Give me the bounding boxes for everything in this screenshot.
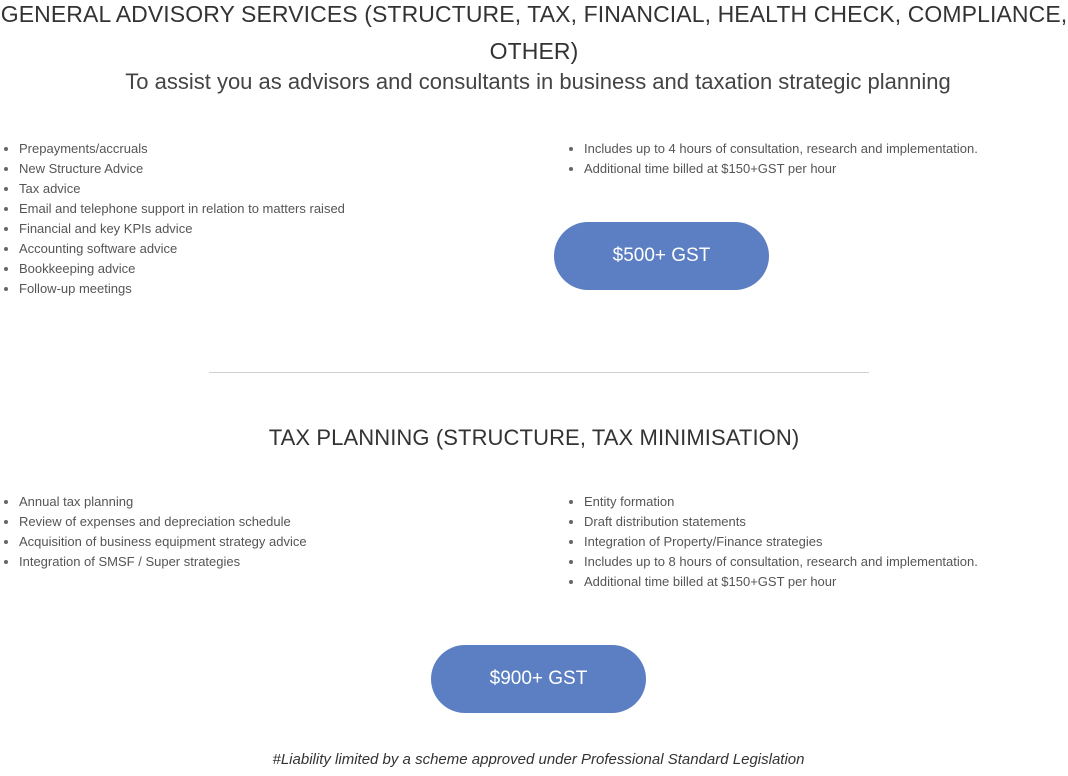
list-item: • Integration of Property/Finance strategies — [584, 532, 978, 552]
list-item: • Includes up to 8 hours of consultation, research and implementation. — [584, 552, 978, 572]
tax-planning-terms-list — [565, 492, 978, 592]
list-item: • Additional time billed at $150+GST per hour — [584, 159, 978, 179]
list-item: • Integration of SMSF / Super strategies — [19, 552, 307, 572]
list-item: • Annual tax planning — [19, 492, 307, 512]
general-advisory-price-button[interactable]: $500+ GST — [554, 222, 769, 290]
list-item: • Prepayments/accruals — [19, 139, 345, 159]
list-item: • Includes up to 4 hours of consultation, research and implementation. — [584, 139, 978, 159]
liability-footnote: #Liability limited by a scheme approved under Professional Standard Legislation — [272, 751, 805, 768]
general-advisory-terms-list — [565, 139, 978, 179]
list-item: • Review of expenses and depreciation schedule — [19, 512, 307, 532]
tax-planning-services-list — [0, 492, 307, 572]
general-advisory-services-list — [0, 139, 345, 299]
list-item: • Additional time billed at $150+GST per hour — [584, 572, 978, 592]
section-divider — [209, 372, 869, 373]
list-item: • Bookkeeping advice — [19, 259, 345, 279]
general-advisory-subtitle: To assist you as advisors and consultants in business and taxation strategic planning — [125, 69, 951, 94]
list-item: • Draft distribution statements — [584, 512, 978, 532]
list-item: • Follow-up meetings — [19, 279, 345, 299]
tax-planning-price-button[interactable]: $900+ GST — [431, 645, 646, 713]
list-item: • Tax advice — [19, 179, 345, 199]
tax-planning-title: TAX PLANNING (STRUCTURE, TAX MINIMISATION) — [268, 425, 800, 450]
list-item: • Entity formation — [584, 492, 978, 512]
list-item: • Acquisition of business equipment strategy advice — [19, 532, 307, 552]
list-item: • Email and telephone support in relation to matters raised — [19, 199, 345, 219]
general-advisory-title: GENERAL ADVISORY SERVICES (STRUCTURE, TAX, FINANCIAL, HEALTH CHECK, COMPLIANCE, OTHER) — [0, 1, 1068, 64]
list-item: • New Structure Advice — [19, 159, 345, 179]
list-item: • Accounting software advice — [19, 239, 345, 259]
list-item: • Financial and key KPIs advice — [19, 219, 345, 239]
